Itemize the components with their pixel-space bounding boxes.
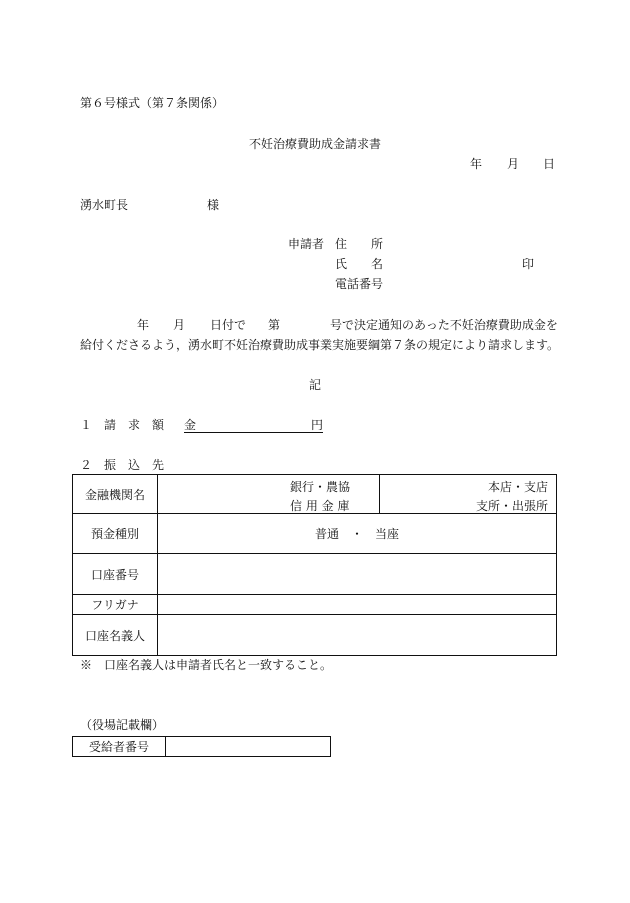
applicant-label: 申請者	[288, 237, 325, 251]
furigana-field	[158, 595, 557, 615]
body-year: 年	[137, 318, 150, 332]
applicant-address-label: 住 所	[335, 237, 384, 251]
body-no: 第	[268, 318, 281, 332]
bank-table	[72, 474, 557, 656]
form-number: 第６号様式（第７条関係）	[80, 96, 225, 110]
page-title-text: 不妊治療費助成金請求書	[248, 137, 381, 151]
body-line2: 給付くださるよう，湧水町不妊治療費助成事業実施要綱第７条の規定により請求します。	[80, 338, 560, 352]
institution-inner	[158, 475, 556, 513]
item2-label: 振 込 先	[104, 458, 165, 472]
bank-row-deposit-type	[73, 514, 557, 554]
applicant-name-label: 氏 名	[335, 257, 384, 271]
amount-suffix: 円	[310, 418, 323, 432]
office-table	[72, 736, 331, 757]
addressee-name: 湧水町長	[80, 198, 129, 212]
branch-type-1: 本店・支店	[487, 480, 548, 494]
amount-field	[184, 418, 323, 433]
recipient-number-field	[166, 737, 331, 757]
page-title	[0, 137, 630, 151]
date-month: 月	[507, 157, 520, 171]
account-number-field	[158, 554, 557, 595]
institution-cell	[158, 475, 557, 514]
item2-number: ２	[80, 458, 93, 472]
deposit-type-value: 普通 ・ 当座	[158, 514, 557, 554]
date-day: 日	[543, 157, 556, 171]
body-month: 月	[173, 318, 186, 332]
inst-type-1: 銀行・農協	[290, 480, 351, 494]
inst-type-2: 信 用 金 庫	[290, 499, 350, 513]
seal-mark: 印	[522, 257, 535, 271]
account-holder-field	[158, 615, 557, 656]
bank-row-account-number	[73, 554, 557, 595]
body-line1-rest: 号で決定通知のあった不妊治療費助成金を	[330, 318, 558, 332]
institution-label: 金融機関名	[73, 475, 158, 514]
item1-number: １	[80, 418, 93, 432]
recipient-number-label: 受給者番号	[73, 737, 166, 757]
account-number-label: 口座番号	[73, 554, 158, 595]
ki-text: 記	[308, 378, 321, 392]
office-row	[73, 737, 331, 757]
item1-label: 請 求 額	[104, 418, 165, 432]
institution-divider	[379, 475, 380, 513]
date-year: 年	[470, 157, 483, 171]
ki-heading	[0, 378, 630, 392]
bank-row-account-holder	[73, 615, 557, 656]
amount-prefix: 金	[184, 418, 197, 432]
account-holder-label: 口座名義人	[73, 615, 158, 656]
body-day: 日付で	[210, 318, 247, 332]
furigana-label: フリガナ	[73, 595, 158, 615]
office-heading: （役場記載欄）	[80, 718, 165, 732]
applicant-phone-label: 電話番号	[335, 277, 384, 291]
note-text: ※ 口座名義人は申請者氏名と一致すること。	[80, 658, 333, 672]
addressee-honorific: 様	[207, 198, 220, 212]
bank-row-furigana	[73, 595, 557, 615]
deposit-type-label: 預金種別	[73, 514, 158, 554]
branch-type-2: 支所・出張所	[475, 499, 548, 513]
bank-row-institution	[73, 475, 557, 514]
